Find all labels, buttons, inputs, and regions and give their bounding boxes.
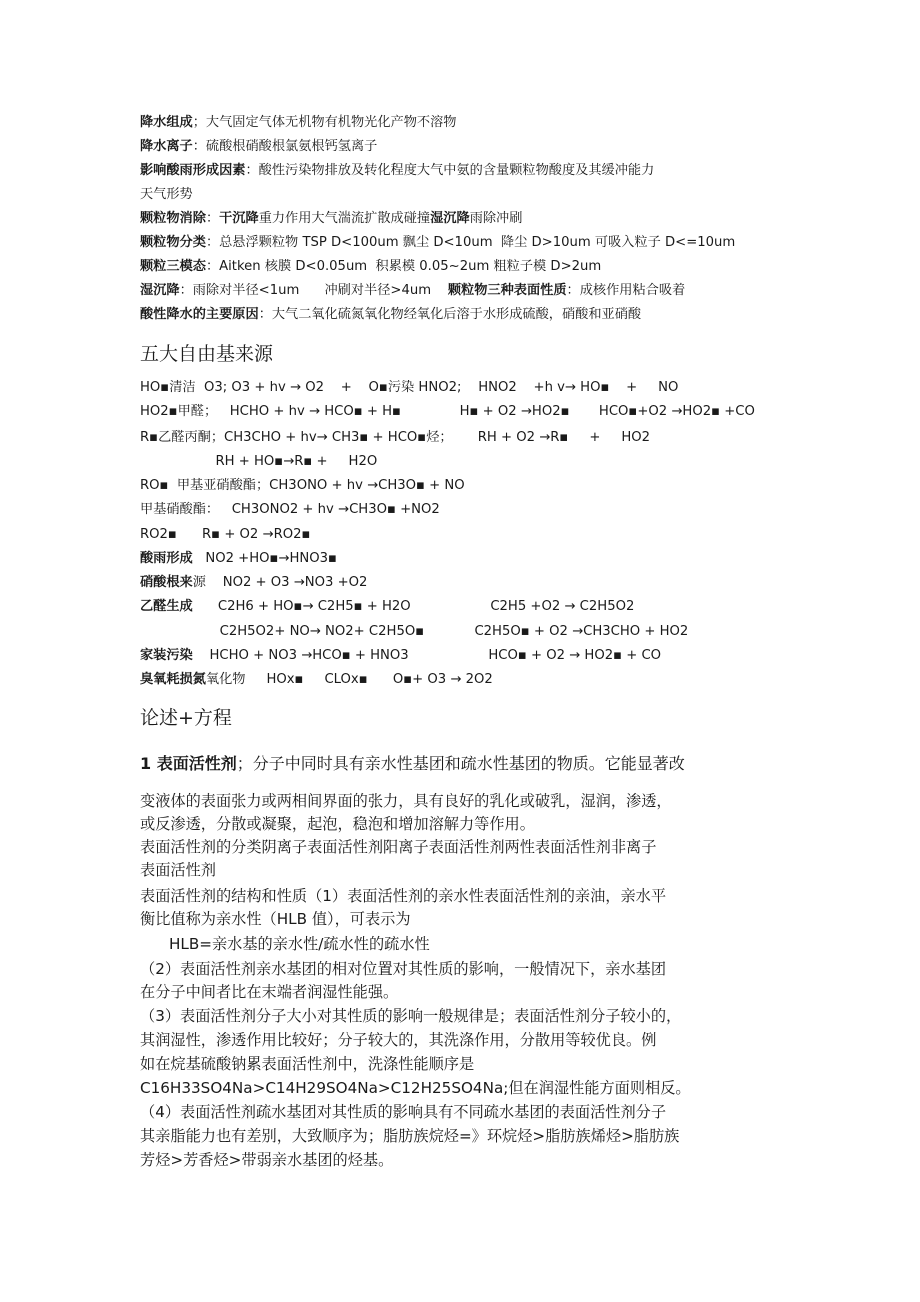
- body-line: （4）表面活性剂疏水基团对其性质的影响具有不同疏水基团的表面活性剂分子: [140, 1103, 667, 1121]
- line-acid-rain-factors: [140, 161, 654, 181]
- definition: ：: [205, 211, 220, 226]
- equation: RO2▪ R▪ + O2 →RO2▪: [140, 527, 311, 542]
- heading-free-radicals: 五大自由基来源: [140, 343, 274, 365]
- body-line: 在分子中间者比在末端者润湿性能强。: [140, 983, 399, 1001]
- term: 酸性降水的主要原因: [140, 307, 259, 322]
- equation: RO▪ 甲基亚硝酸酯；CH3ONO + hv →CH3O▪ + NO: [140, 478, 465, 493]
- definition: 雨除冲刷: [469, 211, 523, 226]
- equation: NO2 +HO▪→HNO3▪: [192, 551, 337, 566]
- line-radical-ro: [140, 476, 465, 496]
- term: 1 表面活性剂: [140, 754, 237, 773]
- line-wet-deposition: [140, 281, 685, 301]
- term: 湿沉降: [430, 211, 470, 226]
- definition: ；大气固定气体无机物有机物光化产物不溶物: [192, 115, 457, 130]
- line-precip-composition: [140, 113, 457, 133]
- equation: C2H6 + HO▪→ C2H5▪ + H2O C2H5 +O2 → C2H5O2: [192, 599, 635, 614]
- body-line: 表面活性剂: [140, 861, 216, 879]
- definition: ：酸性污染物排放及转化程度大气中氨的含量颗粒物酸度及其缓冲能力: [245, 163, 655, 178]
- definition: ：雨除对半径<1um 冲刷对半径>4um: [179, 283, 448, 298]
- equation: HCHO + NO3 →HCO▪ + HNO3 HCO▪ + O2 → HO2▪ + CO: [192, 648, 662, 663]
- line-ozone-depletion: [140, 670, 493, 690]
- body-line: 芳烃>芳香烃>带弱亲水基团的烃基。: [140, 1151, 394, 1169]
- term: 乙醛生成: [140, 599, 193, 614]
- line-precip-ions: [140, 137, 377, 157]
- term: 颗粒物三种表面性质: [447, 283, 567, 298]
- term: 颗粒物分类: [140, 235, 206, 250]
- body-line: 变液体的表面张力或两相间界面的张力，具有良好的乳化或破乳，湿润，渗透，: [140, 792, 672, 810]
- term: 酸雨形成: [140, 551, 193, 566]
- term: 干沉降: [219, 211, 259, 226]
- term: 影响酸雨形成因素: [140, 163, 246, 178]
- line-radical-r: [140, 428, 650, 448]
- term: 湿沉降: [140, 283, 180, 298]
- equation: 氧化物 HOx▪ CLOx▪ O▪+ O3 → 2O2: [205, 672, 493, 687]
- equation: C2H5O2+ NO→ NO2+ C2H5O▪ C2H5O▪ + O2 →CH3CHO + HO2: [140, 624, 689, 639]
- line-particle-removal: [140, 209, 522, 229]
- line-radical-ro2: [140, 525, 310, 545]
- body-line: HLB=亲水基的亲水性/疏水性的疏水性: [140, 935, 430, 953]
- body-line: 如在烷基硫酸钠累表面活性剂中，洗涤性能顺序是: [140, 1055, 475, 1073]
- definition: 重力作用大气湍流扩散成碰撞: [258, 211, 431, 226]
- term: 颗粒三模态: [140, 259, 206, 274]
- definition: ；分子中同时具有亲水性基团和疏水性基团的物质。它能显著改: [236, 754, 685, 773]
- equation: R▪乙醛丙酮；CH3CHO + hv→ CH3▪ + HCO▪烃； RH + O2 →R▪ + HO2: [140, 430, 651, 445]
- body-line: C16H33SO4Na>C14H29SO4Na>C12H25SO4Na;但在润湿性能方面则相反。: [140, 1079, 691, 1097]
- body-line: 其润湿性，渗透作用比较好；分子较大的，其洗涤作用，分散用等较优良。例: [140, 1031, 657, 1049]
- body-line: 或反渗透，分散或凝聚，起泡，稳泡和增加溶解力等作用。: [140, 815, 535, 833]
- line-particle-classes: [140, 233, 735, 253]
- definition: ：Aitken 核膜 D<0.05um 积累模 0.05~2um 粗粒子模 D>2um: [205, 259, 602, 274]
- term: 家装污染: [140, 648, 193, 663]
- equation: RH + HO▪→R▪ + H2O: [140, 454, 378, 469]
- equation: HO2▪甲醛； HCHO + hv → HCO▪ + H▪ H▪ + O2 →HO2▪ HCO▪+O2 →HO2▪ +CO: [140, 404, 755, 419]
- line-acetaldehyde-2: [140, 622, 688, 642]
- body-line: 衡比值称为亲水性（HLB 值），可表示为: [140, 910, 411, 928]
- equation: 源 NO2 + O3 →NO3 +O2: [192, 575, 368, 590]
- equation: HO▪清洁 O3; O3 + hv → O2 + O▪污染 HNO2; HNO2 +h v→ HO▪ + NO: [140, 380, 679, 395]
- term: 臭氧耗损氮: [140, 672, 206, 687]
- definition: 天气形势: [140, 187, 193, 202]
- line-methyl-nitrate: [140, 500, 440, 520]
- term: 降水离子: [140, 139, 193, 154]
- definition: ：成核作用粘合吸着: [566, 283, 686, 298]
- definition: ：总悬浮颗粒物 TSP D<100um 飘尘 D<10um 降尘 D>10um 可吸入粒子 D<=10um: [205, 235, 736, 250]
- body-line: （3）表面活性剂分子大小对其性质的影响一般规律是；表面活性剂分子较小的，: [140, 1007, 682, 1025]
- definition: ：硫酸根硝酸根氯氨根钙氢离子: [192, 139, 378, 154]
- term: 颗粒物消除: [140, 211, 206, 226]
- line-indoor-pollution: [140, 646, 661, 666]
- line-weather: [140, 185, 193, 205]
- body-line: （2）表面活性剂亲水基团的相对位置对其性质的影响，一般情况下，亲水基团: [140, 960, 667, 978]
- line-nitrate-source: [140, 573, 367, 593]
- body-line: 表面活性剂的分类阴离子表面活性剂阳离子表面活性剂两性表面活性剂非离子: [140, 838, 657, 856]
- heading-essay-equations: 论述+方程: [140, 707, 232, 729]
- line-radical-ho: [140, 378, 678, 398]
- line-acid-main-cause: [140, 305, 641, 325]
- term: 硝酸根来: [140, 575, 193, 590]
- term: 降水组成: [140, 115, 193, 130]
- line-three-modes: [140, 257, 601, 277]
- surfactant-lead: [140, 752, 790, 775]
- body-line: 其亲脂能力也有差别，大致顺序为；脂肪族烷烃=》环烷烃>脂肪族烯烃>脂肪族: [140, 1127, 680, 1145]
- definition: ：大气二氧化硫氮氧化物经氧化后溶于水形成硫酸，硝酸和亚硝酸: [258, 307, 642, 322]
- line-acid-rain-formation: [140, 549, 337, 569]
- body-line: 表面活性剂的结构和性质（1）表面活性剂的亲水性表面活性剂的亲油，亲水平: [140, 887, 667, 905]
- line-acetaldehyde: [140, 597, 634, 617]
- equation: 甲基硝酸酯： CH3ONO2 + hv →CH3O▪ +NO2: [140, 502, 440, 517]
- line-radical-r2: [140, 452, 377, 472]
- line-radical-ho2: [140, 402, 755, 422]
